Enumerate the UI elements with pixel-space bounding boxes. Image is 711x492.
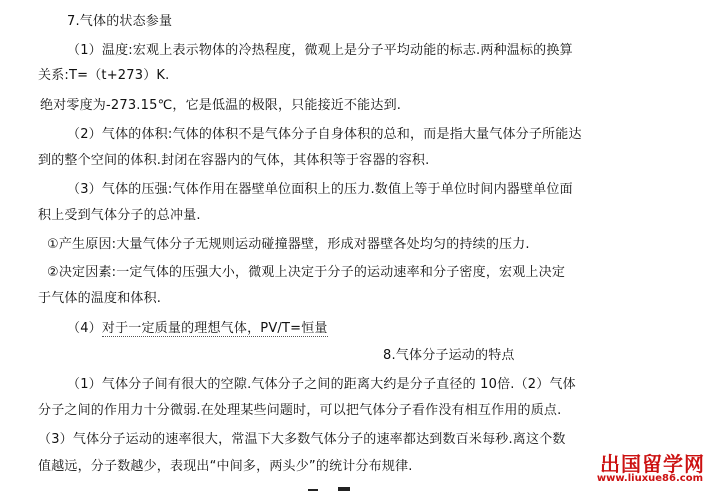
pressure-factor-line-1: ②决定因素:一定气体的压强大小，微观上决定于分子的运动速率和分子密度，宏观上决定 xyxy=(47,265,566,280)
pressure-line-2: 积上受到气体分子的总冲量. xyxy=(38,208,201,223)
section-8-heading: 8.气体分子运动的特点 xyxy=(383,348,515,363)
pressure-factor-line-2: 于气体的温度和体积. xyxy=(38,291,162,306)
absolute-zero-line: 绝对零度为-273.15℃，它是低温的极限，只能接近不能达到. xyxy=(40,98,402,113)
ideal-gas-line xyxy=(67,320,328,338)
motion-line-2: 分子之间的作用力十分微弱.在处理某些问题时，可以把气体分子看作没有相互作用的质点. xyxy=(38,403,562,418)
pressure-cause-line: ①产生原因:大量气体分子无规则运动碰撞器壁，形成对器壁各处均匀的持续的压力. xyxy=(47,237,530,252)
watermark-title: 出国留学网 xyxy=(600,452,705,476)
volume-line-2: 到的整个空间的体积.封闭在容器内的气体，其体积等于容器的容积. xyxy=(38,153,430,168)
motion-line-1: （1）气体分子间有很大的空隙.气体分子之间的距离大约是分子直径的 10倍.（2）气体 xyxy=(67,377,576,392)
ideal-gas-prefix: （4） xyxy=(67,321,102,336)
cut-off-text-fragment xyxy=(302,484,362,492)
watermark-url: www.liuxue86.com xyxy=(596,473,703,484)
volume-line-1: （2）气体的体积:气体的体积不是气体分子自身体积的总和，而是指大量气体分子所能达 xyxy=(67,127,582,142)
section-7-heading: 7.气体的状态参量 xyxy=(67,14,173,29)
temperature-line-2: 关系:T=（t+273）K. xyxy=(38,68,170,83)
pressure-line-1: （3）气体的压强:气体作用在器壁单位面积上的压力.数值上等于单位时间内器壁单位面 xyxy=(67,182,573,197)
motion-line-4: 值越远，分子数越少，表现出“中间多，两头少”的统计分布规律. xyxy=(38,459,413,474)
motion-line-3: （3）气体分子运动的速率很大，常温下大多数气体分子的速率都达到数百米每秒.离这个数 xyxy=(38,432,566,447)
site-watermark xyxy=(570,448,705,488)
ideal-gas-law-underlined: 对于一定质量的理想气体，PV/T=恒量 xyxy=(101,321,328,336)
temperature-line-1: （1）温度:宏观上表示物体的冷热程度，微观上是分子平均动能的标志.两种温标的换算 xyxy=(67,43,573,58)
